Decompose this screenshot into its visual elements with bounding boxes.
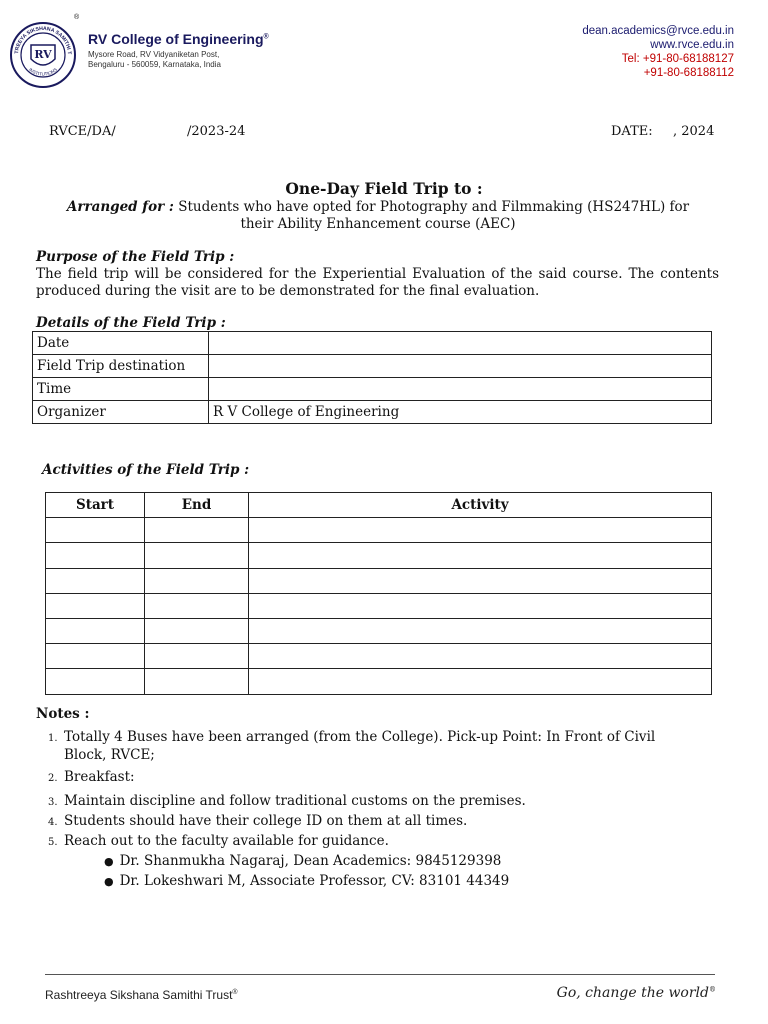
college-logo bbox=[9, 21, 77, 89]
details-value bbox=[209, 332, 712, 355]
start-cell bbox=[46, 644, 145, 669]
notes-heading: Notes : bbox=[36, 706, 90, 722]
logo-bottom-text: INSTITUTIONS bbox=[28, 66, 58, 77]
note-number: 4. bbox=[48, 817, 58, 828]
logo-registered-mark: ® bbox=[74, 14, 80, 21]
table-row bbox=[33, 332, 712, 355]
table-row bbox=[33, 378, 712, 401]
arranged-for bbox=[30, 199, 726, 233]
note-text-continued: Block, RVCE; bbox=[64, 747, 155, 763]
arranged-for-label: Arranged for : bbox=[66, 199, 174, 215]
note-number: 1. bbox=[48, 733, 58, 744]
note-number: 2. bbox=[48, 773, 58, 784]
arranged-for-text-2: their Ability Enhancement course (AEC) bbox=[240, 216, 516, 232]
start-cell bbox=[46, 593, 145, 618]
ref-prefix: RVCE/DA/ bbox=[49, 124, 116, 139]
column-header-end: End bbox=[145, 493, 249, 518]
start-cell bbox=[46, 669, 145, 694]
date-label: DATE: bbox=[611, 124, 653, 139]
contact-person: Dr. Lokeshwari M, Associate Professor, CV: 83101 44349 bbox=[119, 873, 510, 889]
table-row bbox=[33, 355, 712, 378]
activity-cell bbox=[249, 593, 712, 618]
svg-text:INSTITUTIONS bbox=[28, 67, 58, 77]
note-item bbox=[48, 833, 389, 851]
details-label: Field Trip destination bbox=[33, 355, 209, 378]
note-item bbox=[48, 793, 526, 811]
start-cell bbox=[46, 518, 145, 543]
activity-cell bbox=[249, 543, 712, 568]
activities-body bbox=[46, 518, 712, 694]
purpose-text: The field trip will be considered for the Experiential Evaluation of the said course. The contents produced during the visit are to be demonstrated for the final evaluation. bbox=[36, 266, 719, 299]
note-text: Maintain discipline and follow traditional customs on the premises. bbox=[64, 793, 526, 809]
note-text: Breakfast: bbox=[64, 769, 135, 785]
column-header-activity: Activity bbox=[249, 493, 712, 518]
arranged-for-text-1: Students who have opted for Photography and Filmmaking (HS247HL) for bbox=[173, 199, 690, 215]
note-item bbox=[48, 813, 467, 831]
details-label: Organizer bbox=[33, 401, 209, 424]
details-label: Time bbox=[33, 378, 209, 401]
start-cell bbox=[46, 618, 145, 643]
details-value bbox=[209, 378, 712, 401]
note-number: 3. bbox=[48, 797, 58, 808]
address-line-1: Mysore Road, RV Vidyaniketan Post, bbox=[88, 50, 220, 59]
start-cell bbox=[46, 568, 145, 593]
document-title: One-Day Field Trip to : bbox=[285, 179, 483, 198]
details-table bbox=[32, 331, 712, 424]
details-label: Date bbox=[33, 332, 209, 355]
table-header-row bbox=[46, 493, 712, 518]
end-cell bbox=[145, 568, 249, 593]
footer-trust: Rashtreeya Sikshana Samithi Trust® bbox=[45, 988, 238, 1002]
table-row bbox=[33, 401, 712, 424]
table-row bbox=[46, 543, 712, 568]
end-cell bbox=[145, 669, 249, 694]
activities-heading: Activities of the Field Trip : bbox=[42, 462, 250, 478]
contact-block bbox=[582, 24, 734, 80]
note-text: Reach out to the faculty available for guidance. bbox=[64, 833, 389, 849]
table-row bbox=[46, 593, 712, 618]
end-cell bbox=[145, 618, 249, 643]
details-heading: Details of the Field Trip : bbox=[36, 315, 226, 331]
ref-suffix: /2023-24 bbox=[187, 124, 246, 139]
table-row bbox=[46, 669, 712, 694]
contact-list-item bbox=[104, 853, 501, 869]
details-value bbox=[209, 355, 712, 378]
contact-email[interactable]: dean.academics@rvce.edu.in bbox=[582, 25, 734, 37]
note-item bbox=[48, 769, 135, 787]
end-cell bbox=[145, 518, 249, 543]
end-cell bbox=[145, 644, 249, 669]
end-cell bbox=[145, 593, 249, 618]
college-name: RV College of Engineering® bbox=[88, 31, 269, 47]
activity-cell bbox=[249, 669, 712, 694]
date-value: , 2024 bbox=[673, 124, 715, 139]
table-row bbox=[46, 618, 712, 643]
contact-list-item bbox=[104, 873, 509, 889]
bullet-icon: ● bbox=[104, 855, 114, 868]
note-text: Totally 4 Buses have been arranged (from the College). Pick-up Point: In Front of Civil bbox=[64, 729, 656, 745]
end-cell bbox=[145, 543, 249, 568]
logo-initials: RV bbox=[34, 48, 52, 61]
column-header-start: Start bbox=[46, 493, 145, 518]
note-text: Students should have their college ID on them at all times. bbox=[64, 813, 468, 829]
note-number: 5. bbox=[48, 837, 58, 848]
table-row bbox=[46, 644, 712, 669]
activity-cell bbox=[249, 518, 712, 543]
details-value: R V College of Engineering bbox=[209, 401, 712, 424]
footer-tagline: Go, change the world® bbox=[556, 985, 716, 1001]
table-row bbox=[46, 568, 712, 593]
purpose-heading: Purpose of the Field Trip : bbox=[36, 249, 235, 265]
note-item bbox=[48, 729, 655, 764]
activity-cell bbox=[249, 618, 712, 643]
start-cell bbox=[46, 543, 145, 568]
contact-person: Dr. Shanmukha Nagaraj, Dean Academics: 9845129398 bbox=[119, 853, 502, 869]
footer-divider bbox=[45, 974, 715, 975]
activity-cell bbox=[249, 644, 712, 669]
table-row bbox=[46, 518, 712, 543]
contact-website[interactable]: www.rvce.edu.in bbox=[650, 39, 734, 51]
activities-table bbox=[45, 492, 712, 695]
address-line-2: Bengaluru - 560059, Karnataka, India bbox=[88, 60, 221, 69]
contact-tel-1: Tel: +91-80-68188127 bbox=[621, 53, 734, 65]
contact-tel-2: +91-80-68188112 bbox=[643, 67, 734, 79]
logo-ring-text: TREEYA SIKSHANA SAMITHI T bbox=[13, 25, 73, 55]
bullet-icon: ● bbox=[104, 875, 114, 888]
activity-cell bbox=[249, 568, 712, 593]
